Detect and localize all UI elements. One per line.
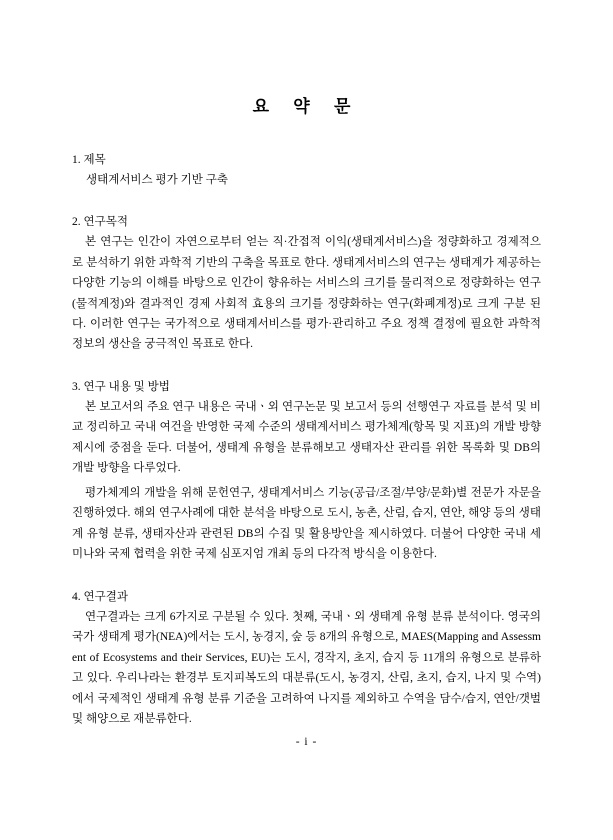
section-heading: 2. 연구목적 xyxy=(72,216,128,229)
paragraph: 본 보고서의 주요 연구 내용은 국내ㆍ외 연구논문 및 보고서 등의 선행연구 자료를 분석 및 비교 정리하고 국내 여건을 반영한 국제 수준의 생태계서비스 평가체계(항목 및 지표)의 개발 방향 제시에 중점을 둔다. 더불어, 생태계 유형을 분류해보고 생태자산 관리를 위한 목록화 및 DB의 개발 방향을 다루었다. xyxy=(72,400,541,475)
spacer xyxy=(72,370,541,378)
spacer xyxy=(72,205,541,213)
section-heading: 4. 연구결과 xyxy=(72,590,128,603)
section-contents-methods xyxy=(72,378,541,565)
paragraph: 평가체계의 개발을 위해 문헌연구, 생태계서비스 기능(공급/조절/부양/문화)별 전문가 자문을 진행하였다. 해외 연구사례에 대한 분석을 바탕으로 도시, 농촌, 산림, 습지, 연안, 해양 등의 생태계 유형 분류, 생태자산과 관련된 DB의 수집 및 활용방안을 제시하였다. 더불어 다양한 국내 세미나와 국제 협력을 위한 국제 심포지엄 개최 등의 다각적 방식을 이용한다. xyxy=(72,486,541,561)
page-number: - i - xyxy=(295,736,318,748)
page-title: 요 약 문 xyxy=(252,97,361,116)
section-title xyxy=(72,151,541,190)
paragraph: 본 연구는 인간이 자연으로부터 얻는 직·간접적 이익(생태계서비스)을 정량화하고 경제적으로 분석하기 위한 과학적 기반의 구축을 목표로 한다. 생태계서비스의 연구는 생태계가 제공하는 다양한 기능의 이해를 바탕으로 인간이 향유하는 서비스의 크기를 물리적으로 정량화하는 연구(물적계정)와 결과적인 경제 사회적 효용의 크기를 정량화하는 연구(화폐계정)로 크게 구분 된다. 이러한 연구는 국가적으로 생태계서비스를 평가·관리하고 주요 정책 결정에 필요한 과학적 정보의 생산을 궁극적인 목표로 한다. xyxy=(72,236,541,351)
section-line: 생태계서비스 평가 기반 구축 xyxy=(86,174,228,186)
section-heading: 3. 연구 내용 및 방법 xyxy=(72,380,170,393)
section-heading: 1. 제목 xyxy=(72,154,106,166)
section-purpose xyxy=(72,213,541,355)
paragraph: 연구결과는 크게 6가지로 구분될 수 있다. 첫째, 국내ㆍ외 생태계 유형 분류 분석이다. 영국의 국가 생태계 평가(NEA)에서는 도시, 농경지, 숲 등 8개의 유형으로, MAES(Mapping and Assessment of Ecosystems and their Services, EU)는 도시, 경작지, 초지, 습지 등 11개의 유형으로 분류하고 있다. 우리나라는 환경부 토지피복도의 대분류(도시, 농경지, 산림, 초지, 습지, 나지 및 수역)에서 국제적인 생태계 유형 분류 기준을 고려하여 나지를 제외하고 수역을 담수/습지, 연안/갯벌 및 해양으로 재분류한다. xyxy=(72,610,541,726)
spacer xyxy=(72,580,541,588)
section-results xyxy=(72,588,541,730)
